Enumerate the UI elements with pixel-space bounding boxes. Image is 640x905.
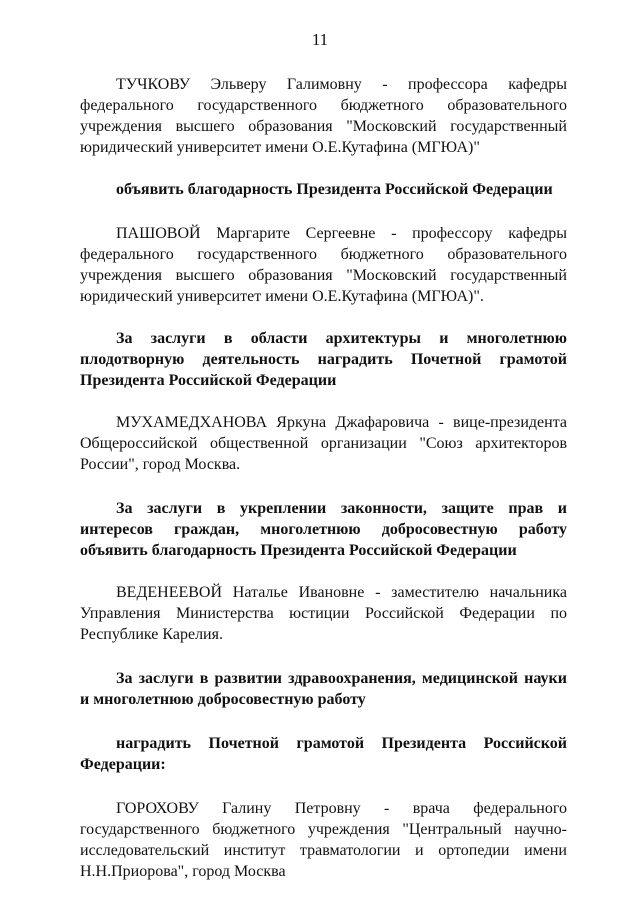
page-number: 11	[311, 30, 329, 49]
award-heading: наградить Почетной грамотой Президента Российской Федерации:	[80, 735, 567, 773]
document-body	[80, 74, 567, 882]
award-recipient-paragraph: ВЕДЕНЕЕВОЙ Наталье Ивановне - заместителю начальника Управления Министерства юстиции Российской Федерации по Республике Карелия.	[80, 584, 567, 643]
award-recipient-paragraph: ПАШОВОЙ Маргарите Сергеевне - профессору кафедры федерального государственного бюджетного образовательного учреждения высшего образования "Московский государственный юридический университет имени О.Е.Кутафина (МГЮА)".	[80, 225, 567, 305]
award-recipient-paragraph: ГОРОХОВУ Галину Петровну - врача федерального государственного бюджетного учреждения "Центральный научно-исследовательский институт травматологии и ортопедии имени Н.Н.Приорова", город Москва	[80, 800, 567, 880]
award-heading: объявить благодарность Президента Российской Федерации	[116, 181, 553, 198]
award-recipient-paragraph: ТУЧКОВУ Эльверу Галимовну - профессора кафедры федерального государственного бюджетного образовательного учреждения высшего образования "Московский государственный юридический университет имени О.Е.Кутафина (МГЮА)"	[80, 76, 567, 156]
award-heading: За заслуги в укреплении законности, защите прав и интересов граждан, многолетнюю добросовестную работу объявить благодарность Президента Российской Федерации	[80, 500, 567, 559]
award-heading: За заслуги в области архитектуры и многолетнюю плодотворную деятельность наградить Почетной грамотой Президента Российской Федерации	[80, 330, 567, 389]
award-recipient-paragraph: МУХАМЕДХАНОВА Яркуна Джафаровича - вице-президента Общероссийской общественной организации "Союз архитекторов России", город Москва.	[80, 414, 567, 473]
award-heading: За заслуги в развитии здравоохранения, медицинской науки и многолетнюю добросовестную работу	[80, 670, 567, 708]
